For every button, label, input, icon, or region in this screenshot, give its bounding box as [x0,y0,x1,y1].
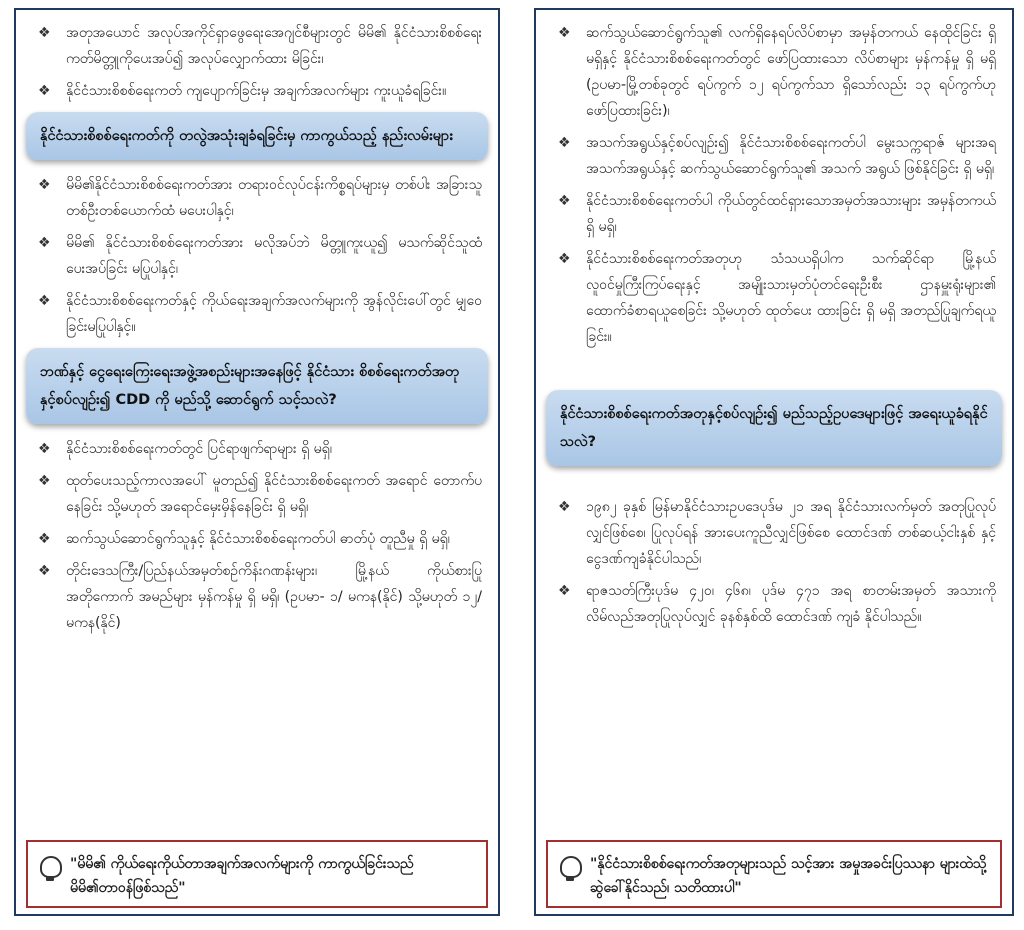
cdd-checklist [32,436,482,636]
right-panel [534,8,1014,916]
list-item: ❖ နိုင်ငံသားစိစစ်ရေးကတ်တွင် ပြင်ရာဖျက်ရာများ ရှိ မရှိ၊ [32,436,482,462]
list-item: ❖ ဆက်သွယ်ဆောင်ရွက်သူနှင့် နိုင်ငံသားစိစစ်ရေးကတ်ပါ ဓာတ်ပုံ တူညီမှု ရှိ မရှိ၊ [32,526,482,552]
list-item: ❖ နိုင်ငံသားစိစစ်ရေးကတ်အတုဟု သံသယရှိပါက သက်ဆိုင်ရာ မြို့နယ် လူဝင်မှုကြီးကြပ်ရေးနှင့် အမျိုးသားမှတ်ပုံတင်ရေးဦးစီး ဌာနမှူးရုံးများ၏ ထောက်ခံစာရယူစေခြင်း သို့မဟုတ် ထုတ်ပေး ထားခြင်း ရှိ မရှိ အတည်ပြုချက်ရယူခြင်း။ [552,246,996,350]
list-item: ❖ နိုင်ငံသားစိစစ်ရေးကတ်နှင့် ကိုယ်ရေးအချက်အလက်များကို အွန်လိုင်းပေါ်တွင် မျှဝေခြင်းမပြုပါနှင့်။ [32,288,482,340]
diamond-bullet-icon: ❖ [558,251,571,267]
prevention-list [32,172,482,340]
section-heading-cdd: ဘဏ်နှင့် ငွေရေးကြေးရေးအဖွဲ့အစည်းများအနေဖြင့် နိုင်ငံသား စိစစ်ရေးကတ်အတုနှင့်စပ်လျဉ်း၍ CDD ကို မည်သို့ ဆောင်ရွက် သင့်သလဲ? [26,348,488,424]
list-item: ❖ ရာဇသတ်ကြီးပုဒ်မ ၄၂၀၊ ၄၆၈၊ ပုဒ်မ ၄၇၁ အရ စာတမ်းအမှတ် အသားကို လိမ်လည်အတုပြုလုပ်လျှင် ခုနစ်နှစ်ထိ ထောင်ဒဏ် ကျခံ နိုင်ပါသည်။ [552,578,996,630]
cdd-checklist-continued [552,20,996,350]
diamond-bullet-icon: ❖ [38,177,51,193]
laws-list [552,494,996,630]
list-item: ❖ နိုင်ငံသားစိစစ်ရေးကတ်ပါ ကိုယ်တွင်ထင်ရှားသောအမှတ်အသားများ အမှန်တကယ် ရှိ မရှိ၊ [552,188,996,240]
diamond-bullet-icon: ❖ [558,25,571,41]
diamond-bullet-icon: ❖ [558,583,571,599]
list-item: ❖ မိမိ၏ နိုင်ငံသားစိစစ်ရေးကတ်အား မလိုအပ်ဘဲ မိတ္တူကူးယူ၍ မသက်ဆိုင်သူထံ ပေးအပ်ခြင်း မပြုပါနှင့်၊ [32,230,482,282]
diamond-bullet-icon: ❖ [38,235,51,251]
diamond-bullet-icon: ❖ [38,563,51,579]
lightbulb-icon [40,856,62,878]
list-item: ❖ ထုတ်ပေးသည့်ကာလအပေါ် မူတည်၍ နိုင်ငံသားစိစစ်ရေးကတ် အရောင် တောက်ပနေခြင်း သို့မဟုတ် အရောင်မှေးမှိန်နေခြင်း ရှိ မရှိ၊ [32,468,482,520]
list-item: ❖ တိုင်းဒေသကြီး/ပြည်နယ်အမှတ်စဉ်ကိန်းဂဏန်းများ၊ မြို့နယ် ကိုယ်စားပြု အတိုကောက် အမည်များ မှန်ကန်မှု ရှိ မရှိ၊ (ဥပမာ- ၁/ မကန(နိုင်) သို့မဟုတ် ၁၂/ မကန(နိုင်) [32,558,482,636]
diamond-bullet-icon: ❖ [558,499,571,515]
diamond-bullet-icon: ❖ [558,193,571,209]
list-item: ❖ အတုအယောင် အလုပ်အကိုင်ရှာဖွေရေးအေဂျင်စီများတွင် မိမိ၏ နိုင်ငံသားစိစစ်ရေးကတ်မိတ္တူကိုပေးအပ်၍ အလုပ်လျှောက်ထား မိခြင်း၊ [32,20,482,72]
diamond-bullet-icon: ❖ [38,473,51,489]
diamond-bullet-icon: ❖ [558,135,571,151]
list-item: ❖ အသက်အရွယ်နှင့်စပ်လျဉ်း၍ နိုင်ငံသားစိစစ်ရေးကတ်ပါ မွေးသက္ကရာဇ် များအရ အသက်အရွယ်နှင့် ဆက်သွယ်ဆောင်ရွက်သူ၏ အသက် အရွယ် ဖြစ်နိုင်ခြင်း ရှိ မရှိ၊ [552,130,996,182]
list-item: ❖ မိမိ၏နိုင်ငံသားစိစစ်ရေးကတ်အား တရားဝင်လုပ်ငန်းကိစ္စရပ်များမှ တစ်ပါး အခြားသူတစ်ဦးတစ်ယောက်ထံ မပေးပါနှင့်၊ [32,172,482,224]
list-item: ❖ နိုင်ငံသားစိစစ်ရေးကတ် ကျပျောက်ခြင်းမှ အချက်အလက်များ ကူးယူခံရခြင်း။ [32,78,482,104]
diamond-bullet-icon: ❖ [38,25,51,41]
section-heading-prevention: နိုင်ငံသားစိစစ်ရေးကတ်ကို တလွဲအသုံးချခံရခြင်းမှ ကာကွယ်သည့် နည်းလမ်းများ [26,112,488,160]
quote-text: "မိမိ၏ ကိုယ်ရေးကိုယ်တာအချက်အလက်များကို ကာကွယ်ခြင်းသည် မိမိ၏တာဝန်ဖြစ်သည်" [70,856,414,896]
quote-box-left [26,840,488,908]
list-item: ❖ ဆက်သွယ်ဆောင်ရွက်သူ၏ လက်ရှိနေရပ်လိပ်စာမှာ အမှန်တကယ် နေထိုင်ခြင်း ရှိ မရှိနှင့် နိုင်ငံသားစိစစ်ရေးကတ်တွင် ဖော်ပြထားသော လိပ်စာများ မှန်ကန်မှု ရှိ မရှိ (ဥပမာ-မြို့တစ်ခုတွင် ရပ်ကွက် ၁၂ ရပ်ကွက်သာ ရှိသော်လည်း ၁၃ ရပ်ကွက်ဟု ဖော်ပြထားခြင်း)၊ [552,20,996,124]
diamond-bullet-icon: ❖ [38,441,51,457]
risk-causes-list [32,20,482,104]
diamond-bullet-icon: ❖ [38,293,51,309]
diamond-bullet-icon: ❖ [38,83,51,99]
left-panel [14,8,500,916]
list-item: ❖ ၁၉၈၂ ခုနှစ် မြန်မာနိုင်ငံသားဥပဒေပုဒ်မ ၂၁ အရ နိုင်ငံသားလက်မှတ် အတုပြုလုပ်လျှင်ဖြစ်စေ၊ ပြုလုပ်ရန် အားပေးကူညီလျှင်ဖြစ်စေ ထောင်ဒဏ် တစ်ဆယ့်ငါးနှစ် နှင့် ငွေဒဏ်ကျခံနိုင်ပါသည်၊ [552,494,996,572]
quote-box-right [546,840,1002,908]
diamond-bullet-icon: ❖ [38,531,51,547]
quote-text: "နိုင်ငံသားစိစစ်ရေးကတ်အတုများသည် သင့်အား အမှုအခင်းပြဿနာ များထဲသို့ ဆွဲခေါ်နိုင်သည်၊ သတိထားပါ" [590,856,987,896]
section-heading-laws: နိုင်ငံသားစိစစ်ရေးကတ်အတုနှင့်စပ်လျဉ်း၍ မည်သည့်ဥပဒေများဖြင့် အရေးယူခံရနိုင်သလဲ? [546,390,1002,466]
lightbulb-icon [560,856,582,878]
